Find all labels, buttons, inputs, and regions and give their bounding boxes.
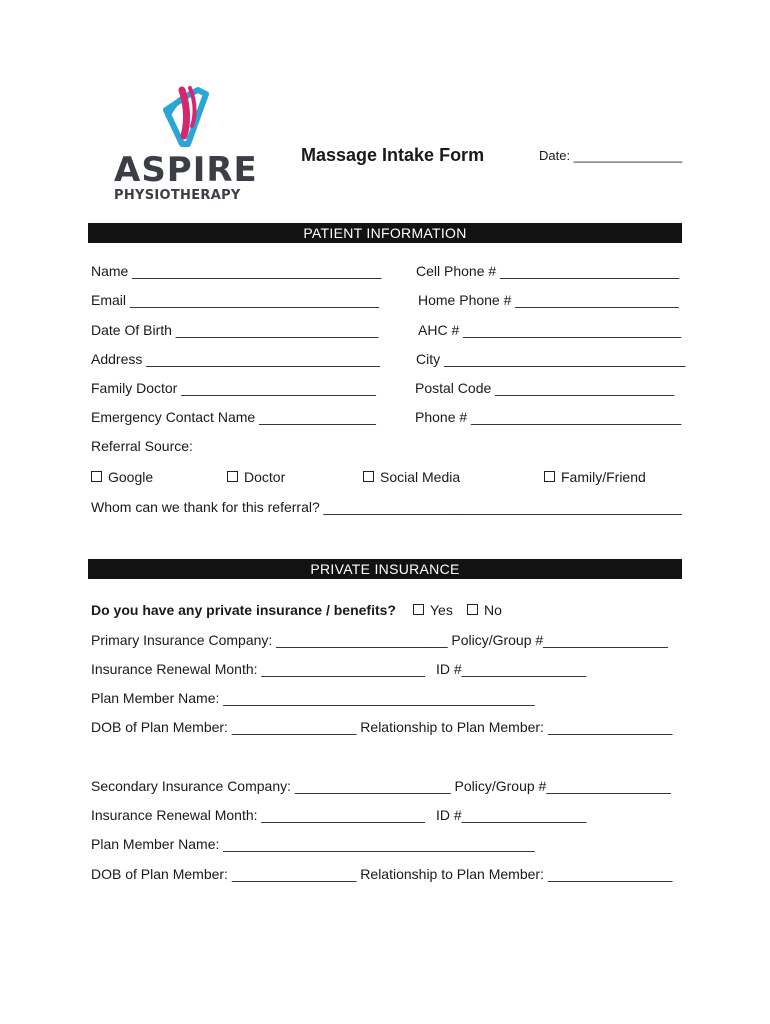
referral-option-label: Family/Friend: [561, 469, 646, 485]
secondary-insurance-company-field[interactable]: Secondary Insurance Company: ____________________ Policy/Group #________________: [91, 778, 671, 794]
date-of-birth-field[interactable]: Date Of Birth __________________________: [91, 322, 379, 338]
referral-option-doctor[interactable]: [227, 469, 285, 485]
form-title: Massage Intake Form: [301, 145, 485, 165]
emergency-contact-name-field[interactable]: Emergency Contact Name _______________: [91, 409, 376, 425]
family-doctor-field[interactable]: Family Doctor _________________________: [91, 380, 376, 396]
logo-mark-icon: [94, 64, 254, 154]
cell-phone-field[interactable]: Cell Phone # _______________________: [416, 263, 680, 279]
primary-plan-member-dob-field[interactable]: DOB of Plan Member: ________________ Relationship to Plan Member: ________________: [91, 719, 673, 735]
postal-code-field[interactable]: Postal Code _______________________: [415, 380, 675, 396]
referral-option-social-media[interactable]: [363, 469, 460, 485]
checkbox-icon[interactable]: [91, 471, 102, 482]
insurance-question: Do you have any private insurance / benefits?: [91, 602, 396, 618]
private-insurance-header: PRIVATE INSURANCE: [88, 559, 682, 579]
insurance-no-option[interactable]: [467, 602, 502, 618]
checkbox-icon[interactable]: [413, 604, 424, 615]
email-field[interactable]: Email ________________________________: [91, 292, 380, 308]
checkbox-icon[interactable]: [227, 471, 238, 482]
logo-wordmark-physiotherapy: PHYSIOTHERAPY: [114, 188, 241, 203]
checkbox-icon[interactable]: [363, 471, 374, 482]
checkbox-icon[interactable]: [467, 604, 478, 615]
aspire-logo: [94, 64, 258, 212]
date-field[interactable]: Date: _______________: [539, 148, 683, 163]
no-label: No: [484, 602, 502, 618]
referral-source-label: Referral Source:: [91, 438, 193, 454]
referral-option-label: Google: [108, 469, 154, 485]
referral-thanks-field[interactable]: Whom can we thank for this referral? ______________________________________________: [91, 499, 682, 515]
primary-id-field[interactable]: ID #________________: [436, 661, 587, 677]
phone-field[interactable]: Phone # ___________________________: [415, 409, 682, 425]
patient-information-header: PATIENT INFORMATION: [88, 223, 682, 243]
home-phone-field[interactable]: Home Phone # _____________________: [418, 292, 679, 308]
primary-renewal-month-field[interactable]: Insurance Renewal Month: _____________________: [91, 661, 425, 677]
city-field[interactable]: City _______________________________: [416, 351, 686, 367]
yes-label: Yes: [430, 602, 453, 618]
insurance-yes-option[interactable]: [413, 602, 453, 618]
referral-option-label: Doctor: [244, 469, 286, 485]
ahc-field[interactable]: AHC # ____________________________: [418, 322, 682, 338]
referral-option-label: Social Media: [380, 469, 461, 485]
secondary-plan-member-name-field[interactable]: Plan Member Name: ________________________________________: [91, 836, 535, 852]
checkbox-icon[interactable]: [544, 471, 555, 482]
logo-wordmark-aspire: ASPIRE: [114, 150, 258, 190]
secondary-renewal-month-field[interactable]: Insurance Renewal Month: _____________________: [91, 807, 425, 823]
secondary-id-field[interactable]: ID #________________: [436, 807, 587, 823]
referral-option-google[interactable]: [91, 469, 153, 485]
name-field[interactable]: Name ________________________________: [91, 263, 382, 279]
referral-option-family-friend[interactable]: [544, 469, 646, 485]
address-field[interactable]: Address ______________________________: [91, 351, 380, 367]
secondary-plan-member-dob-field[interactable]: DOB of Plan Member: ________________ Relationship to Plan Member: ________________: [91, 866, 673, 882]
primary-plan-member-name-field[interactable]: Plan Member Name: ________________________________________: [91, 690, 535, 706]
primary-insurance-company-field[interactable]: Primary Insurance Company: ______________________ Policy/Group #________________: [91, 632, 668, 648]
